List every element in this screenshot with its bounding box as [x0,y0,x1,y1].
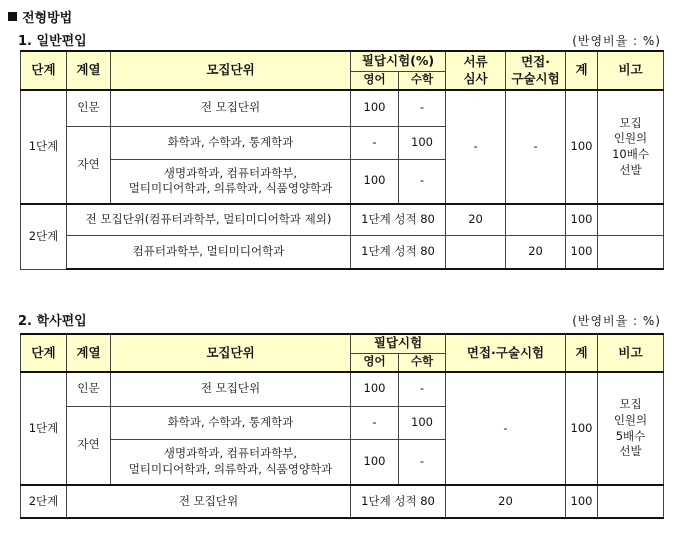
unit-cell: 화학과, 수학과, 통계학과 [111,406,351,439]
math-cell: 100 [399,406,446,439]
stage-cell: 1단계 [21,372,67,485]
note-cell: 모집 인원의 5배수 선발 [598,372,664,485]
header-english: 영어 [351,71,399,90]
english-cell: 100 [351,439,399,485]
table-row [21,204,664,235]
header-math: 수학 [399,71,446,90]
math-cell: - [399,90,446,126]
general-ratio-note: (반영비율 : %) [572,34,661,48]
unit-cell: 전 모집단위 [111,372,351,406]
track-cell: 자연 [67,406,111,485]
header-unit: 모집단위 [111,51,351,90]
header-note: 비고 [598,51,664,90]
unit-cell: 전 모집단위(컴퓨터과학부, 멀티미디어학과 제외) [67,204,351,235]
written-cell: 1단계 성적 80 [351,204,446,235]
interview-cell: - [446,372,566,485]
header-docs: 서류 심사 [446,51,506,90]
interview-cell: - [506,90,566,204]
english-cell: - [351,126,399,159]
table-row [21,90,664,126]
note-cell: 모집 인원의 10배수 선발 [598,90,664,204]
general-transfer-table [20,50,664,270]
table-row [21,485,664,518]
track-cell: 인문 [67,90,111,126]
header-note: 비고 [598,334,664,372]
unit-cell: 전 모집단위 [111,90,351,126]
header-english: 영어 [351,353,399,372]
header-total: 계 [566,51,598,90]
header-track: 계열 [67,334,111,372]
stage-cell: 1단계 [21,90,67,204]
bachelor-ratio-note: (반영비율 : %) [572,314,661,328]
interview-cell: 20 [506,235,566,269]
math-cell: - [399,159,446,204]
math-cell: - [399,439,446,485]
general-title: 1. 일반편입 [18,34,87,49]
math-cell: - [399,372,446,406]
header-stage: 단계 [21,334,67,372]
total-cell: 100 [566,204,598,235]
unit-cell: 생명과학과, 컴퓨터과학부, 멀티미디어학과, 의류학과, 식품영양학과 [111,159,351,204]
bachelor-title: 2. 학사편입 [18,314,87,329]
header-interview: 면접·구술시험 [446,334,566,372]
english-cell: - [351,406,399,439]
math-cell: 100 [399,126,446,159]
english-cell: 100 [351,90,399,126]
english-cell: 100 [351,159,399,204]
header-track: 계열 [67,51,111,90]
square-bullet-icon [8,12,17,21]
heading-text: 전형방법 [22,11,73,26]
header-unit: 모집단위 [111,334,351,372]
written-cell: 1단계 성적 80 [351,485,446,518]
total-cell: 100 [566,372,598,485]
header-written: 필답시험(%) [351,51,446,71]
header-total: 계 [566,334,598,372]
table-row [21,235,664,269]
docs-cell [446,235,506,269]
total-cell: 100 [566,485,598,518]
unit-cell: 컴퓨터과학부, 멀티미디어학과 [67,235,351,269]
header-stage: 단계 [21,51,67,90]
stage-cell: 2단계 [21,204,67,269]
track-cell: 자연 [67,126,111,204]
bachelor-transfer-table [20,333,664,519]
stage-cell: 2단계 [21,485,67,518]
english-cell: 100 [351,372,399,406]
docs-cell: - [446,90,506,204]
unit-cell: 화학과, 수학과, 통계학과 [111,126,351,159]
note-cell [598,235,664,269]
section-heading [8,7,72,26]
total-cell: 100 [566,90,598,204]
track-cell: 인문 [67,372,111,406]
interview-cell: 20 [446,485,566,518]
table-row [21,372,664,406]
unit-cell: 생명과학과, 컴퓨터과학부, 멀티미디어학과, 의류학과, 식품영양학과 [111,439,351,485]
header-math: 수학 [399,353,446,372]
total-cell: 100 [566,235,598,269]
header-interview: 면접· 구술시험 [506,51,566,90]
header-written: 필답시험 [351,334,446,353]
written-cell: 1단계 성적 80 [351,235,446,269]
interview-cell [506,204,566,235]
unit-cell: 전 모집단위 [67,485,351,518]
docs-cell: 20 [446,204,506,235]
note-cell [598,204,664,235]
note-cell [598,485,664,518]
